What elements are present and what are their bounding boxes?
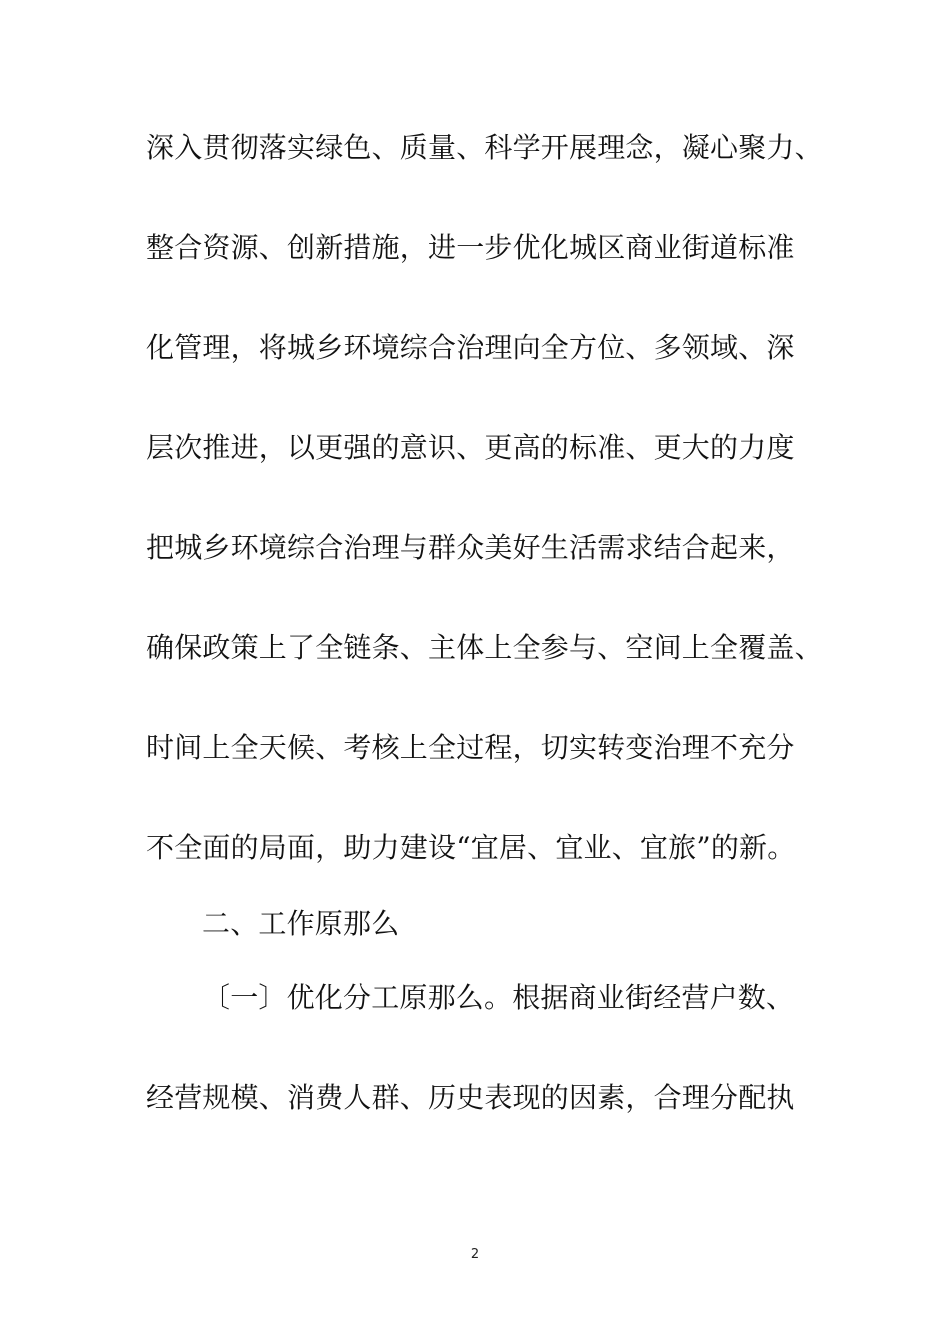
paragraph-line: 整合资源、创新措施，进一步优化城区商业街道标准: [146, 231, 795, 264]
paragraph-line: 经营规模、消费人群、历史表现的因素，合理分配执: [146, 1081, 795, 1114]
paragraph-line: 确保政策上了全链条、主体上全参与、空间上全覆盖、: [146, 631, 823, 664]
paragraph-line: 深入贯彻落实绿色、质量、科学开展理念，凝心聚力、: [146, 131, 823, 164]
paragraph-line: 把城乡环境综合治理与群众美好生活需求结合起来，: [146, 531, 795, 564]
paragraph-line: 不全面的局面，助力建设“宜居、宜业、宜旅”的新。: [146, 831, 796, 864]
subsection-line: 〔一〕优化分工原那么。根据商业街经营户数、: [202, 981, 795, 1014]
paragraph-line: 时间上全天候、考核上全过程，切实转变治理不充分: [146, 731, 795, 764]
paragraph-line: 层次推进，以更强的意识、更高的标准、更大的力度: [146, 431, 795, 464]
page-number: 2: [470, 1247, 480, 1262]
section-heading: 二、工作原那么: [202, 907, 400, 940]
paragraph-line: 化管理，将城乡环境综合治理向全方位、多领域、深: [146, 331, 795, 364]
